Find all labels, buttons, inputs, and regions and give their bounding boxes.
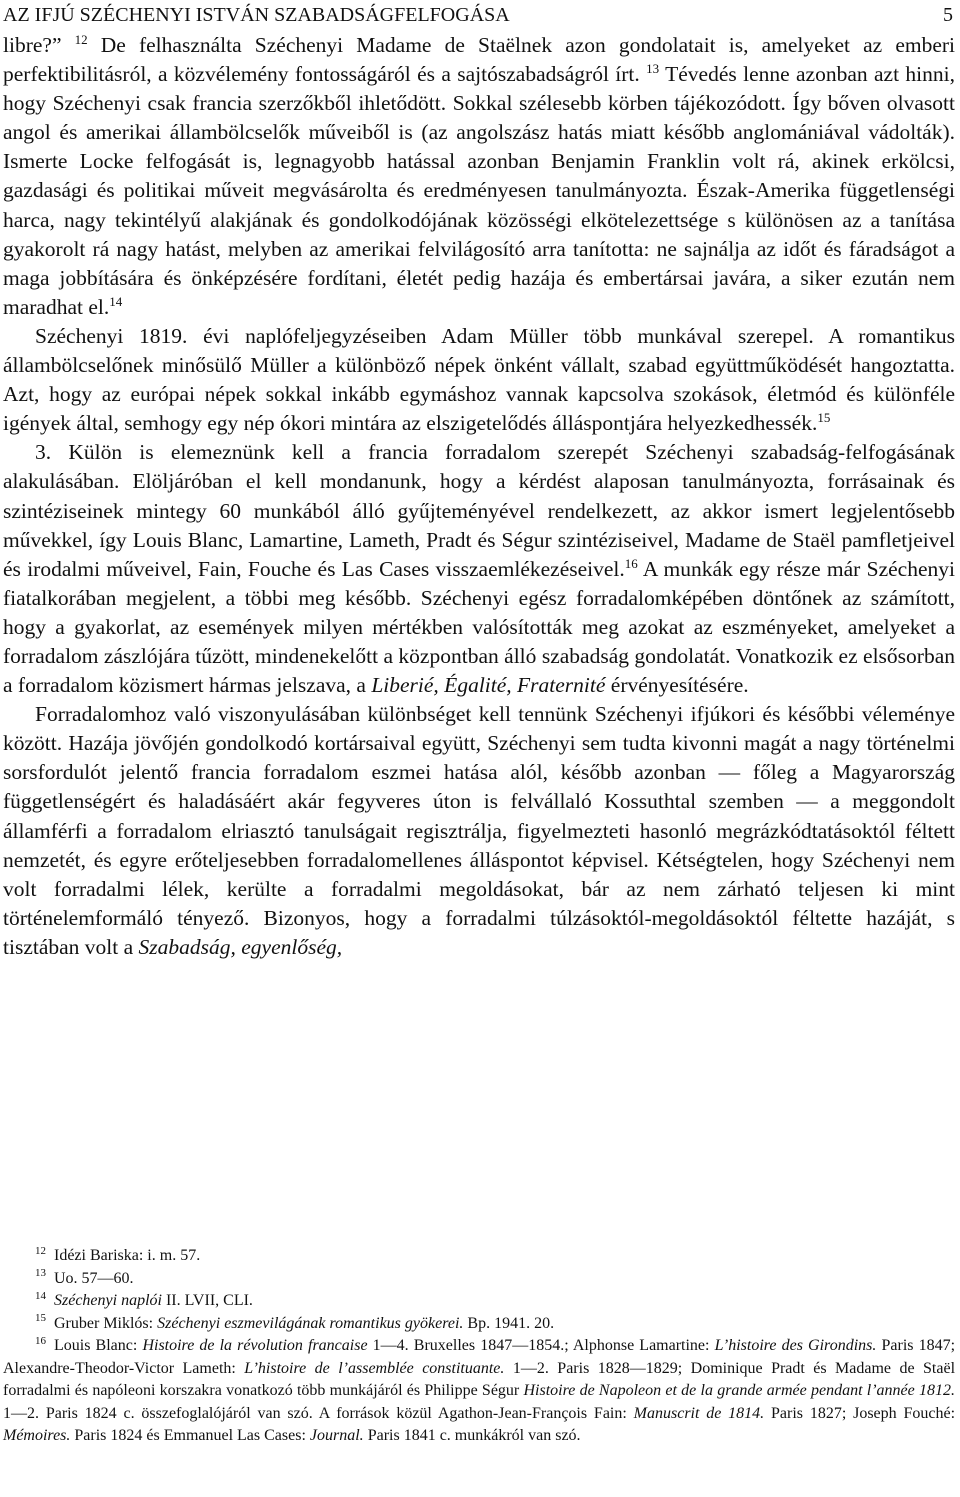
footnote-text: Idézi Bariska: i. m. 57. (54, 1247, 201, 1264)
text-run: Széchenyi 1819. évi naplófeljegyzéseiben Adam Müller több munkával szerepel. A romantikus állambölcselőnek minősülő Müller a különböző népek önként vállalt, szabad együttműködését hangoztatta. Azt, hogy az európai népek sokkal inkább egymáshoz vannak kapcsolva szokások, életmód és különféle igények által, semhogy egy nép ókori mintára az elszigetelődés álláspontjára helyezkedhessék. (3, 323, 955, 436)
footnote-text: 1—2. Paris 1824 c. összefoglalójáról van szó. A források közül Agathon-Jean-François Fain: (3, 1404, 627, 1422)
running-header (3, 2, 953, 28)
footnote-text: Gruber Miklós: (54, 1314, 154, 1332)
text-run: 3. Külön is elemeznünk kell a francia forradalom szerepét Széchenyi szabadság-felfogásának alakulásában. Elöljáróban el kell mondanunk, hogy a kérdést alaposan tanulmányozta, forrásainak és szintéziseinek mintegy 60 munkából álló gyűjteményével rendelkezett, az akkor ismert legjelentősebb művekkel, így Louis Blanc, Lamartine, Lameth, Pradt és Ségur szintéziseivel, Madame de Staël pamfletjeivel és irodalmi műveivel, Fain, Fouche és Las Cases visszaemlékezéseivel. (3, 440, 955, 581)
footnote-text: II. LVII, CLI. (165, 1292, 253, 1309)
footnote-italic: L’histoire des Girondins. (714, 1337, 877, 1354)
footnote-italic: Histoire de la révolution francaise (142, 1337, 368, 1354)
footnote-text: Paris 1824 és Emmanuel Las Cases: (74, 1427, 306, 1444)
text-run: Tévedés lenne azonban azt hinni, hogy Széchenyi csak francia szerzőkből ihletődött. Sokkal szélesebb körben tájékozódott. Így bőven olvasott angol és amerikai állambölcselők műveiből is (az angolszász hatás miatt később anglomániával vádolták). Ismerte Locke felfogását is, legnagyobb hatással azonban Benjamin Franklin volt rá, akinek erkölcsi, gazdasági és politikai műveit megvásárolta és eredményesen tanulmányozta. Észak-Amerika függetlenségi harca, nagy tekintélyű alakjának és gondolkodójának közösségi elkötelezettsége s különösen az a tanítása gyakorolt rá nagy hatást, melyben az amerikai felvilágosító arra tanította: ne sajnálja az időt és fáradságot a maga jobbítására és önképzésére fordítani, életét pedig hazája és embertársai javára, a siker ezután nem maradhat el. (3, 62, 955, 319)
footnote-number: 16 (35, 1334, 46, 1347)
footnote-italic: Széchenyi naplói (54, 1292, 162, 1309)
footnote-number: 15 (35, 1312, 46, 1325)
text-run: libre?” (3, 33, 62, 57)
footnote-ref-13: 13 (646, 60, 660, 76)
footnote-italic: Mémoires. (3, 1427, 71, 1444)
paragraph-1 (3, 31, 955, 322)
footnote-ref-14: 14 (109, 293, 123, 309)
text-run: A munkák egy része már Széchenyi fiatalkorában megjelent, a többi meg később. Széchenyi egész forradalomképében döntőnek az számított, hogy a gyakorlat, az események milyen mértékben valósították meg azokat az eszményeket, amelyeket a forradalom zászlójára tűzött, mindenekelőtt a központban álló szabadság gondolatát. Vonatkozik ez elsősorban a forradalom közismert hármas jelszava, a (3, 556, 955, 698)
footnote-13 (3, 1268, 955, 1291)
footnote-text: Paris 1847; Alexandre-Theodor-Victor Lameth: (3, 1337, 956, 1377)
footnote-italic: Journal. (309, 1427, 364, 1444)
footnote-ref-15: 15 (817, 410, 831, 426)
footnote-number: 14 (35, 1289, 46, 1302)
footnote-text: Uo. 57—60. (54, 1269, 134, 1287)
italic-phrase: Szabadság, egyenlőség, (138, 934, 343, 959)
footnote-text: 1—2. Paris 1828—1829; Dominique Pradt és Madame de Staël forradalmi és napóleoni korszakra vonatkozó több munkájáról és Philippe Ségur (3, 1359, 956, 1399)
paragraph-2 (3, 322, 955, 438)
footnote-italic: L’histoire de l’assemblée constituante. (244, 1359, 505, 1377)
header-title: AZ IFJÚ SZÉCHENYI ISTVÁN SZABADSÁGFELFOGÁSA (3, 4, 510, 26)
footnote-ref-16: 16 (624, 555, 638, 571)
footnote-text: 1—4. Bruxelles 1847—1854.; Alphonse Lamartine: (372, 1337, 710, 1354)
footnote-ref-12: 12 (74, 31, 88, 47)
footnote-italic: Széchenyi eszmevilágának romantikus gyökerei. (157, 1314, 464, 1332)
footnote-text: Louis Blanc: (54, 1337, 138, 1354)
paragraph-3 (3, 438, 955, 700)
text-run: De felhasználta Széchenyi Madame de Staëlnek azon gondolatait is, amelyeket az emberi perfektibilitásról, a közvélemény fontosságáról és a sajtószabadságról írt. (3, 33, 956, 87)
footnote-number: 12 (35, 1244, 46, 1257)
footnote-text: Paris 1827; Joseph Fouché: (771, 1404, 956, 1422)
footnotes (3, 1245, 955, 1448)
footnote-15 (3, 1313, 955, 1336)
footnote-14 (3, 1290, 955, 1313)
page-number: 5 (943, 4, 953, 26)
footnote-italic: Histoire de Napoleon et de la grande armée pendant l’année 1812. (523, 1382, 956, 1399)
footnote-text: Paris 1841 c. munkákról van szó. (367, 1427, 581, 1444)
text-run: Forradalomhoz való viszonyulásában különbséget kell tennünk Széchenyi ifjúkori és későbbi véleménye között. Hazája jövőjén gondolkodó kortársaival együtt, Széchenyi sem tudta kivonni magát a nagy történelmi sorsfordulót jelentő francia forradalom eszmei hatása alól, később azonban — főleg a Magyarország függetlenségért és haladásáért akár fegyveres úton is felvállaló Kossuthtal szemben — a meggondolt államférfi a forradalom elriasztó tanulságait regisztrálja, figyelmezteti hasonló megrázkódtatásoktól féltett nemzetét, és egyre erőteljesebben forradalomellenes álláspontot képvisel. Kétségtelen, hogy Széchenyi nem volt forradalmi lélek, kerülte a forradalmi megoldásokat, bár az nem zárható teljesen ki mint történelemformáló tényező. Bizonyos, hogy a forradalmi túlzásoktól-megoldásoktól féltette hazáját, s tisztában volt a (3, 702, 955, 959)
footnote-italic: Manuscrit de 1814. (633, 1404, 765, 1422)
footnote-number: 13 (35, 1267, 46, 1280)
text-run: érvényesítésére. (610, 673, 749, 698)
paragraph-4 (3, 700, 955, 962)
footnote-text: Bp. 1941. 20. (467, 1314, 555, 1332)
footnote-16 (3, 1335, 955, 1448)
motto-italic: Liberié, Égalité, Fraternité (371, 673, 606, 698)
body-text (3, 31, 955, 962)
footnote-12 (3, 1245, 955, 1268)
